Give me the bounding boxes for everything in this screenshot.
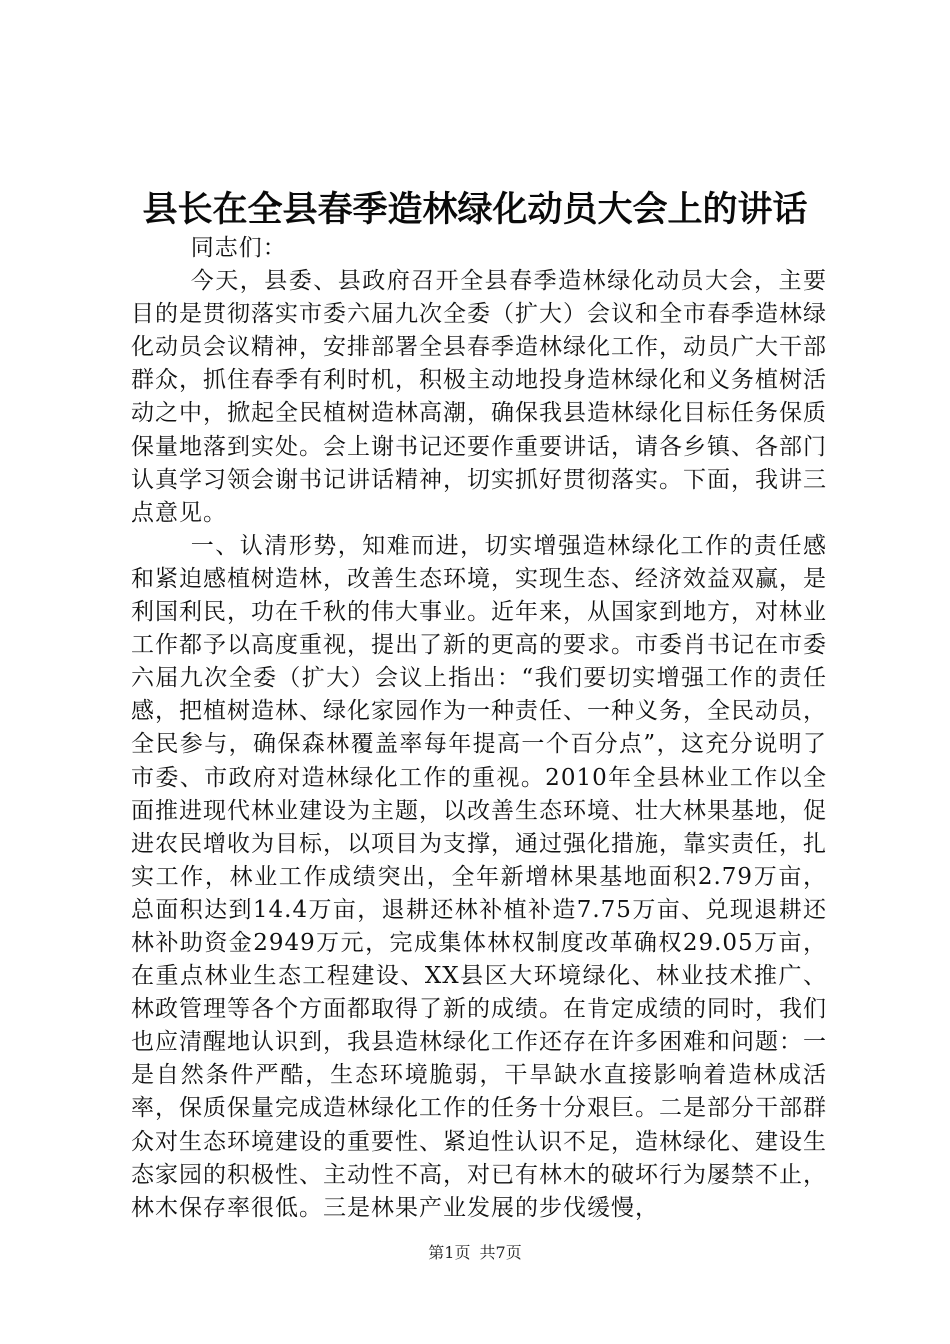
section-one-paragraph: 一、认清形势，知难而进，切实增强造林绿化工作的责任感和紧迫感植树造林，改善生态环境，实现生态、经济效益双赢，是利国利民，功在千秋的伟大事业。近年来，从国家到地方，对林业工作都予以高度重视，提出了新的更高的要求。市委肖书记在市委六届九次全委（扩大）会议上指出：“我们要切实增强工作的责任感，把植树造林、绿化家园作为一种责任、一种义务，全民动员，全民参与，确保森林覆盖率每年提高一个百分点”，这充分说明了市委、市政府对造林绿化工作的重视。2010年全县林业工作以全面推进现代林业建设为主题，以改善生态环境、壮大林果基地，促进农民增收为目标，以项目为支撑，通过强化措施，靠实责任，扎实工作，林业工作成绩突出，全年新增林果基地面积2.79万亩，总面积达到14.4万亩，退耕还林补植补造7.75万亩、兑现退耕还林补助资金2949万元，完成集体林权制度改革确权29.05万亩，在重点林业生态工程建设、XX县区大环境绿化、林业技术推广、林政管理等各个方面都取得了新的成绩。在肯定成绩的同时，我们也应清醒地认识到，我县造林绿化工作还存在许多困难和问题：一是自然条件严酷，生态环境脆弱，干旱缺水直接影响着造林成活率，保质保量完成造林绿化工作的任务十分艰巨。二是部分干部群众对生态环境建设的重要性、紧迫性认识不足，造林绿化、建设生态家园的积极性、主动性不高，对已有林木的破坏行为屡禁不止，林木保存率很低。三是林果产业发展的步伐缓慢，	[131, 532, 827, 1221]
document-body	[131, 232, 827, 1225]
page-total: 共7页	[479, 1243, 522, 1262]
intro-paragraph: 今天，县委、县政府召开全县春季造林绿化动员大会，主要目的是贯彻落实市委六届九次全委（扩大）会议和全市春季造林绿化动员会议精神，安排部署全县春季造林绿化工作，动员广大干部群众，抓住春季有利时机，积极主动地投身造林绿化和义务植树活动之中，掀起全民植树造林高潮，确保我县造林绿化目标任务保质保量地落到实处。会上谢书记还要作重要讲话，请各乡镇、各部门认真学习领会谢书记讲话精神，切实抓好贯彻落实。下面，我讲三点意见。	[131, 268, 827, 526]
salutation-paragraph: 同志们：	[190, 235, 287, 261]
document-title: 县长在全县春季造林绿化动员大会上的讲话	[142, 189, 808, 230]
page-footer	[0, 1242, 950, 1264]
page-number: 第1页	[428, 1243, 471, 1262]
